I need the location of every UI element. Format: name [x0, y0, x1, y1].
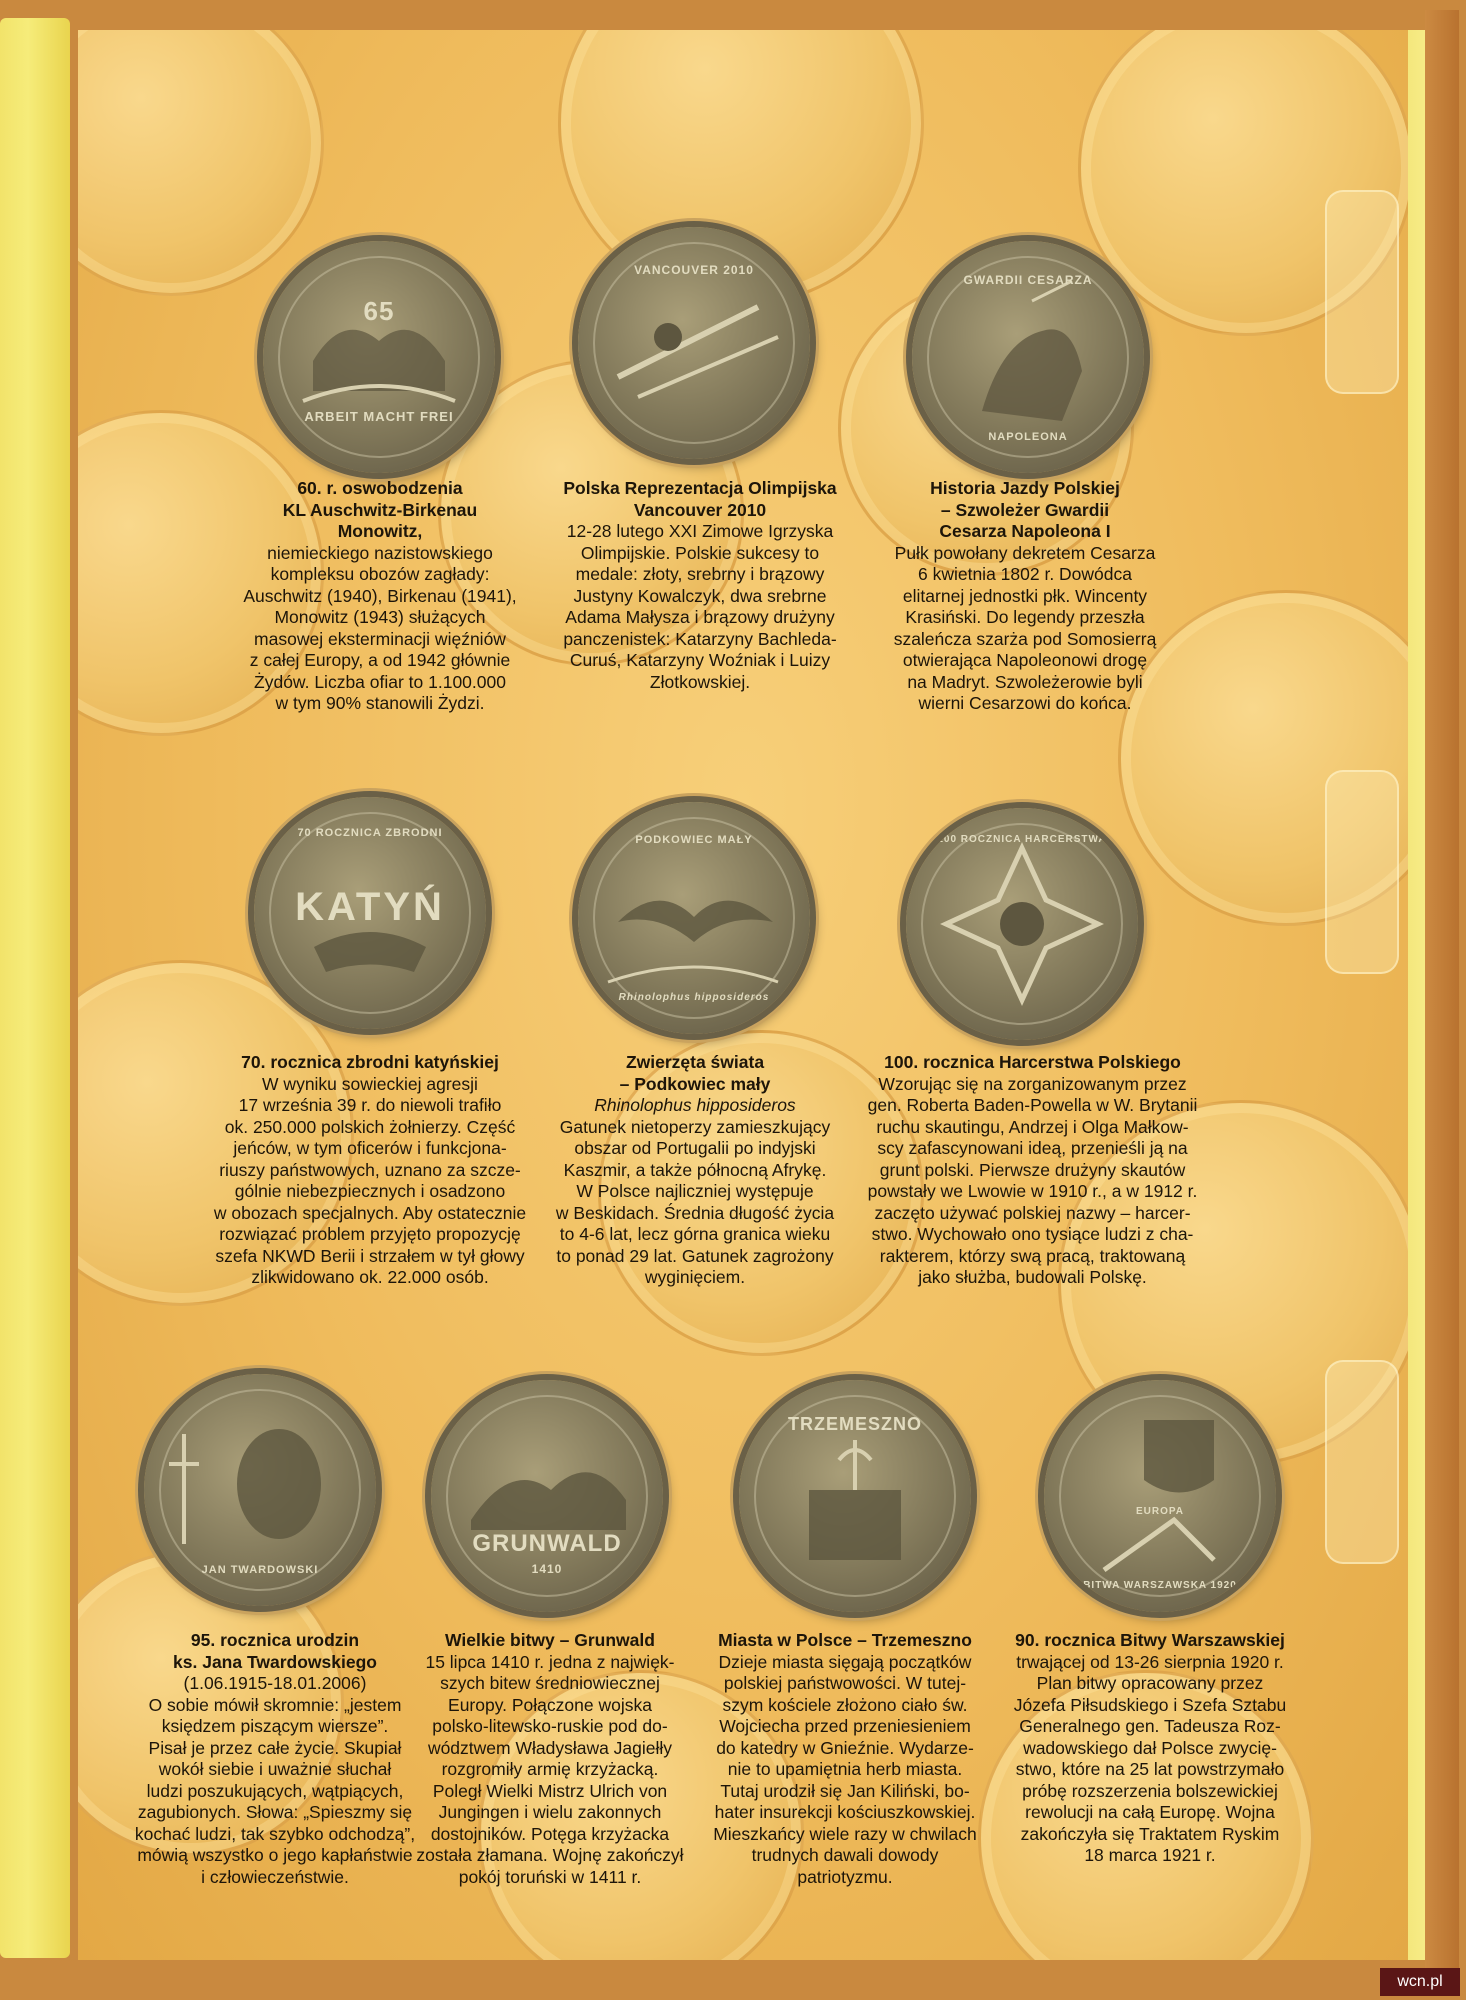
coin-legend: BITWA WARSZAWSKA 1920 [1083, 1580, 1237, 1591]
coin-relief [578, 227, 810, 459]
coin-grunwald [431, 1380, 663, 1612]
page-tab [1325, 190, 1399, 394]
coin-legend: 65 [363, 296, 395, 326]
coin-legend: GWARDII CESARZA [963, 273, 1093, 287]
coin-harcerstwo [906, 808, 1138, 1040]
caption-line: rozwiązać problem przyjęto propozycję [219, 1224, 521, 1244]
caption-line: patriotyzmu. [797, 1866, 893, 1887]
coin-legend: EUROPA [1135, 1506, 1185, 1517]
caption-line: Adama Małysza i brązowy drużyny [565, 607, 835, 627]
coin-legend: VANCOUVER 2010 [634, 263, 754, 277]
caption-title: Cesarza Napoleona I [939, 521, 1111, 541]
caption-line: to ponad 29 lat. Gatunek zagrożony [556, 1245, 834, 1266]
caption-katyn [200, 1052, 540, 1289]
caption-line: 15 lipca 1410 r. jedna z najwięk- [425, 1651, 675, 1672]
caption-line: Mieszkańcy wiele razy w chwilach [713, 1823, 977, 1844]
caption-line: ruchu skautingu, Andrzej i Olga Małkow- [876, 1116, 1189, 1137]
caption-line: Gatunek nietoperzy zamieszkujący [559, 1116, 831, 1137]
coin-legend: 70 ROCZNICA ZBRODNI [297, 827, 443, 839]
caption-grunwald [410, 1630, 690, 1888]
caption-line: zagubionych. Słowa: „Spieszmy się [137, 1802, 413, 1822]
coin-auschwitz [263, 241, 495, 473]
caption-line: 6 kwietnia 1802 r. Dowódca [917, 564, 1133, 584]
caption-line: powstały we Lwowie w 1910 r., a w 1912 r. [867, 1181, 1198, 1201]
caption-bitwa-warszawska [995, 1630, 1305, 1867]
caption-line: panczenistek: Katarzyny Bachleda- [563, 628, 837, 649]
caption-title: – Szwoleżer Gwardii [940, 499, 1110, 520]
caption-line: gólnie niebezpiecznych i osadzono [234, 1181, 506, 1201]
caption-line: wierni Cesarzowi do końca. [918, 693, 1132, 713]
caption-line: w obozach specjalnych. Aby ostatecznie [213, 1202, 527, 1223]
coin-twardowski [144, 1374, 376, 1606]
caption-title: 100. rocznica Harcerstwa Polskiego [884, 1052, 1181, 1072]
coin-podkowiec [578, 802, 810, 1034]
coin-legend: PODKOWIEC MAŁY [635, 834, 753, 846]
caption-line: zakończyła się Traktatem Ryskim [1020, 1823, 1280, 1844]
caption-line: Plan bitwy opracowany przez [1036, 1673, 1264, 1693]
coin-relief [1044, 1380, 1276, 1612]
caption-title: Miasta w Polsce – Trzemeszno [718, 1630, 972, 1650]
caption-line: rakterem, którzy swą pracą, traktowaną [879, 1245, 1186, 1266]
caption-line: zaczęto używać polskiej nazwy – harcer- [874, 1202, 1191, 1223]
caption-line: szaleńcza szarża pod Somosierrą [893, 628, 1157, 649]
caption-line: mówią wszystko o jego kapłaństwie [137, 1845, 413, 1865]
caption-line: Europy. Połączone wojska [448, 1694, 652, 1715]
caption-line: stwo, które na 25 lat powstrzymało [1015, 1759, 1285, 1779]
caption-line: wadowskiego dał Polsce zwycię- [1023, 1737, 1277, 1758]
caption-podkowiec [535, 1052, 855, 1289]
caption-line: Tutaj urodził się Jan Kiliński, bo- [720, 1780, 970, 1801]
coin-legend: TRZEMESZNO [788, 1414, 922, 1434]
caption-line: elitarnej jednostki płk. Wincenty [902, 585, 1148, 606]
caption-title: Zwierzęta świata [625, 1052, 765, 1072]
coin-legend: ARBEIT MACHT FREI [304, 409, 454, 424]
caption-line: Kaszmir, a także północną Afrykę. [563, 1159, 827, 1180]
caption-line: w tym 90% stanowili Żydzi. [275, 693, 485, 713]
caption-title: 95. rocznica urodzin [190, 1630, 360, 1650]
caption-line: jeńców, w tym oficerów i funkcjona- [233, 1138, 507, 1158]
caption-line: jako służba, budowali Polskę. [918, 1267, 1147, 1287]
coin-legend: Rhinolophus hipposideros [618, 992, 770, 1003]
caption-title: 70. rocznica zbrodni katyńskiej [241, 1052, 499, 1072]
caption-trzemeszno [700, 1630, 990, 1888]
caption-line: wokół siebie i uważnie słuchał [158, 1759, 392, 1779]
caption-line: 17 września 39 r. do niewoli trafiło [238, 1095, 502, 1115]
caption-auschwitz [220, 478, 540, 715]
caption-line: gen. Roberta Baden-Powella w W. Brytanii [867, 1095, 1198, 1115]
caption-line: obszar od Portugalii po indyjski [574, 1138, 816, 1158]
caption-line: Auschwitz (1940), Birkenau (1941), [243, 585, 517, 606]
caption-line: polskiej państwowości. W tutej- [723, 1673, 967, 1693]
caption-line: Żydów. Liczba ofiar to 1.100.000 [254, 671, 506, 692]
caption-line: Wojciecha przed przeniesieniem [719, 1716, 971, 1736]
caption-title: Polska Reprezentacja Olimpijska [563, 478, 837, 498]
caption-line: grunt polski. Pierwsze drużyny skautów [879, 1159, 1186, 1180]
caption-line: i człowieczeństwie. [201, 1866, 349, 1887]
coin-relief [263, 241, 495, 473]
coin-relief [431, 1380, 663, 1612]
caption-line: Pułk powołany dekretem Cesarza [894, 542, 1156, 563]
coin-trzemeszno [739, 1380, 971, 1612]
caption-title: Vancouver 2010 [633, 499, 767, 520]
caption-line: Złotkowskiej. [649, 671, 751, 692]
caption-line: ok. 250.000 polskich żołnierzy. Część [224, 1116, 516, 1137]
watermark: wcn.pl [1380, 1968, 1460, 1996]
caption-line: kompleksu obozów zagłady: [270, 564, 490, 584]
caption-line: Generalnego gen. Tadeusza Roz- [1019, 1716, 1281, 1736]
caption-vancouver [540, 478, 860, 693]
caption-line: ludzi poszukujących, wątpiących, [146, 1780, 404, 1801]
caption-line: stwo. Wychowało ono tysiące ludzi z cha- [871, 1224, 1194, 1244]
caption-line: Wzorując się na zorganizowanym przez [878, 1073, 1187, 1094]
caption-line: szych bitew średniowiecznej [440, 1673, 660, 1693]
coin-legend: 1410 [531, 1562, 563, 1576]
caption-line: 18 marca 1921 r. [1084, 1845, 1216, 1865]
coin-legend: JAN TWARDOWSKI [201, 1564, 319, 1576]
album-spine [0, 18, 70, 1958]
caption-twardowski [130, 1630, 420, 1888]
caption-title: 90. rocznica Bitwy Warszawskiej [1015, 1630, 1285, 1650]
caption-line: W wyniku sowieckiej agresji [262, 1073, 478, 1094]
caption-line: wyginięciem. [644, 1267, 746, 1287]
album-edge [1425, 10, 1459, 1985]
caption-line: masowej eksterminacji więźniów [254, 628, 506, 649]
coin-legend: GRUNWALD [472, 1530, 622, 1557]
caption-line: została złamana. Wojnę zakończył [416, 1845, 684, 1865]
caption-line: Krasiński. Do legendy przeszła [905, 607, 1145, 627]
coin-bitwa-warszawska [1044, 1380, 1276, 1612]
caption-line: pokój toruński w 1411 r. [458, 1866, 642, 1887]
caption-line: Curuś, Katarzyny Woźniak i Luizy [569, 650, 831, 670]
caption-line: Józefa Piłsudskiego i Szefa Sztabu [1013, 1694, 1287, 1715]
caption-line: trudnych dawali dowody [751, 1845, 939, 1865]
coin-szwolezer [912, 241, 1144, 473]
coin-legend: NAPOLEONA [988, 431, 1068, 443]
caption-line: szefa NKWD Berii i strzałem w tył głowy [215, 1245, 525, 1266]
caption-line: to 4-6 lat, lecz górna granica wieku [559, 1224, 831, 1244]
caption-latin-name: Rhinolophus hipposideros [594, 1095, 796, 1115]
caption-line: rewolucji na całą Europę. Wojna [1025, 1802, 1275, 1822]
caption-line: Jungingen i wielu zakonnych [438, 1802, 662, 1822]
coin-legend: KATYŃ [295, 885, 445, 929]
caption-line: dostojników. Potęga krzyżacka [430, 1823, 670, 1844]
caption-line: Dzieje miasta sięgają początków [718, 1651, 972, 1672]
caption-line: otwierająca Napoleonowi drogę [902, 650, 1148, 670]
caption-title: Monowitz, [337, 521, 423, 541]
caption-line: polsko-litewsko-ruskie pod do- [432, 1716, 668, 1736]
caption-harcerstwo [845, 1052, 1220, 1289]
coin-legend: 100 ROCZNICA HARCERSTWA [937, 834, 1107, 845]
caption-szwolezer [865, 478, 1185, 715]
caption-line: medale: złoty, srebrny i brązowy [575, 564, 825, 584]
caption-line: hater insurekcji kościuszkowskiej. [714, 1802, 976, 1822]
caption-line: w Beskidach. Średnia długość życia [555, 1202, 835, 1223]
coin-vancouver [578, 227, 810, 459]
caption-line: kochać ludzi, tak szybko odchodzą”, [134, 1823, 416, 1844]
caption-line: nie to upamiętnia herb miasta. [727, 1759, 963, 1779]
caption-line: z całej Europy, a od 1942 głównie [249, 650, 511, 670]
caption-line: wództwem Władysława Jagiełły [427, 1737, 673, 1758]
page-tab [1325, 770, 1399, 974]
caption-line: (1.06.1915-18.01.2006) [183, 1673, 367, 1693]
caption-line: 12-28 lutego XXI Zimowe Igrzyska [566, 521, 834, 541]
caption-line: Olimpijskie. Polskie sukcesy to [580, 542, 820, 563]
coin-katyn [254, 797, 486, 1029]
caption-line: Monowitz (1943) służących [274, 607, 486, 627]
caption-title: KL Auschwitz-Birkenau [282, 499, 478, 520]
caption-line: próbę rozszerzenia bolszewickiej [1022, 1780, 1278, 1801]
caption-line: Justyny Kowalczyk, dwa srebrne [573, 585, 827, 606]
caption-line: zlikwidowano ok. 22.000 osób. [251, 1267, 489, 1287]
page-tab [1325, 1360, 1399, 1564]
caption-line: na Madryt. Szwoleżerowie byli [907, 671, 1143, 692]
caption-line: rozgromiły armię krzyżacką. [441, 1759, 659, 1779]
caption-title: – Podkowiec mały [619, 1073, 771, 1094]
caption-line: szym kościele złożono ciało św. [722, 1694, 968, 1715]
caption-line: W Polsce najliczniej występuje [576, 1181, 814, 1201]
caption-line: księdzem piszącym wiersze”. [161, 1716, 389, 1736]
caption-line: Poległ Wielki Mistrz Ulrich von [432, 1780, 668, 1801]
caption-line: O sobie mówił skromnie: „jestem [148, 1694, 402, 1715]
caption-line: do katedry w Gnieźnie. Wydarze- [716, 1737, 974, 1758]
caption-title: ks. Jana Twardowskiego [173, 1651, 377, 1672]
caption-line: scy zafascynowani ideą, przenieśli ją na [877, 1138, 1188, 1158]
caption-title: 60. r. oswobodzenia [297, 478, 463, 498]
caption-title: Historia Jazdy Polskiej [930, 478, 1120, 498]
caption-title: Wielkie bitwy – Grunwald [445, 1630, 655, 1650]
caption-line: riuszy państwowych, uznano za szcze- [219, 1159, 521, 1180]
caption-line: trwającej od 13-26 sierpnia 1920 r. [1016, 1651, 1284, 1672]
caption-line: Pisał je przez całe życie. Skupiał [148, 1737, 402, 1758]
caption-line: niemieckiego nazistowskiego [267, 542, 493, 563]
